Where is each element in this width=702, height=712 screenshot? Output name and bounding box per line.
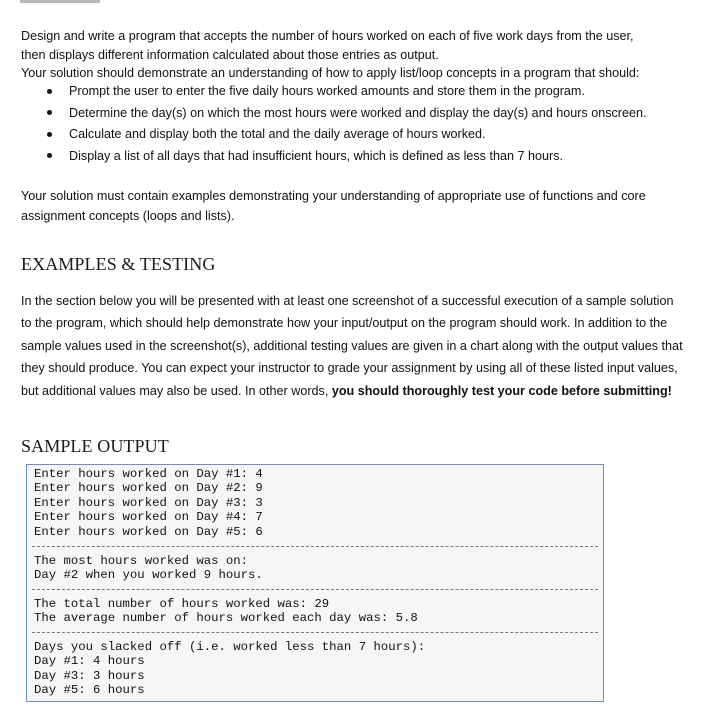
examples-heading: EXAMPLES & TESTING: [21, 254, 216, 274]
console-separator: [32, 589, 598, 590]
intro-paragraph: [21, 27, 686, 83]
list-item-text: Display a list of all days that had insufficient hours, which is defined as less than 7 hours.: [69, 148, 563, 163]
examples-bold-note: you should thoroughly test your code before submitting!: [331, 383, 672, 398]
top-divider: [20, 0, 100, 3]
bullet-icon: [47, 110, 52, 115]
examples-paragraph: [21, 290, 686, 402]
console-most-line: Day #2 when you worked 9 hours.: [34, 568, 263, 583]
sample-output-heading: SAMPLE OUTPUT: [21, 436, 169, 456]
console-input-line: Enter hours worked on Day #5: 6: [34, 524, 263, 539]
list-item-text: Prompt the user to enter the five daily hours worked amounts and store them in the program.: [69, 84, 585, 98]
list-item: [21, 104, 686, 126]
console-input-line: Enter hours worked on Day #2: 9: [34, 481, 263, 496]
intro-line-3: Your solution should demonstrate an understanding of how to apply list/loop concepts in a program that should:: [21, 66, 640, 81]
intro-line-2: then displays different information calculated about those entries as output.: [21, 47, 439, 62]
console-average-line: The average number of hours worked each day was: 5.8: [34, 611, 418, 626]
list-item: [21, 125, 686, 147]
requirements-list: [21, 82, 686, 168]
console-separator: [32, 546, 598, 547]
list-item: [21, 82, 686, 104]
console-slacked-line: Day #3: 3 hours: [34, 668, 145, 683]
examples-body: In the section below you will be presented with at least one screenshot of a successful execution of a sample solution to the program, which should help demonstrate how your input/output on the program should work. In addition to the sample values used in the screenshot(s), additional testing values are given in a chart along with the output values that they should produce. You can expect your instructor to grade your assignment by using all of these listed input values, but additional values may also be used. In other words,: [21, 294, 683, 398]
console-slacked-line: Day #1: 4 hours: [34, 654, 145, 669]
sample-output-console: [26, 464, 604, 702]
list-item-text: Determine the day(s) on which the most hours were worked and display the day(s) and hours onscreen.: [69, 105, 647, 120]
console-input-line: Enter hours worked on Day #1: 4: [34, 467, 263, 481]
intro-line-1: Design and write a program that accepts the number of hours worked on each of five work days from the user,: [21, 29, 634, 43]
console-slacked-line: Day #5: 6 hours: [34, 683, 145, 698]
bullet-icon: [47, 153, 52, 158]
console-input-line: Enter hours worked on Day #4: 7: [34, 510, 263, 525]
console-separator: [32, 632, 598, 633]
console-slacked-line: Days you slacked off (i.e. worked less than 7 hours):: [34, 640, 426, 654]
bullet-icon: [47, 132, 52, 137]
console-input-line: Enter hours worked on Day #3: 3: [34, 495, 263, 510]
console-total-line: The total number of hours worked was: 29: [34, 597, 330, 611]
bullet-icon: [47, 89, 52, 94]
list-item-text: Calculate and display both the total and the daily average of hours worked.: [69, 127, 486, 141]
list-item: [21, 147, 686, 169]
solution-paragraph: Your solution must contain examples demonstrating your understanding of appropriate use of functions and core assignment concepts (loops and lists).: [21, 189, 646, 223]
console-most-line: The most hours worked was on:: [34, 554, 249, 568]
